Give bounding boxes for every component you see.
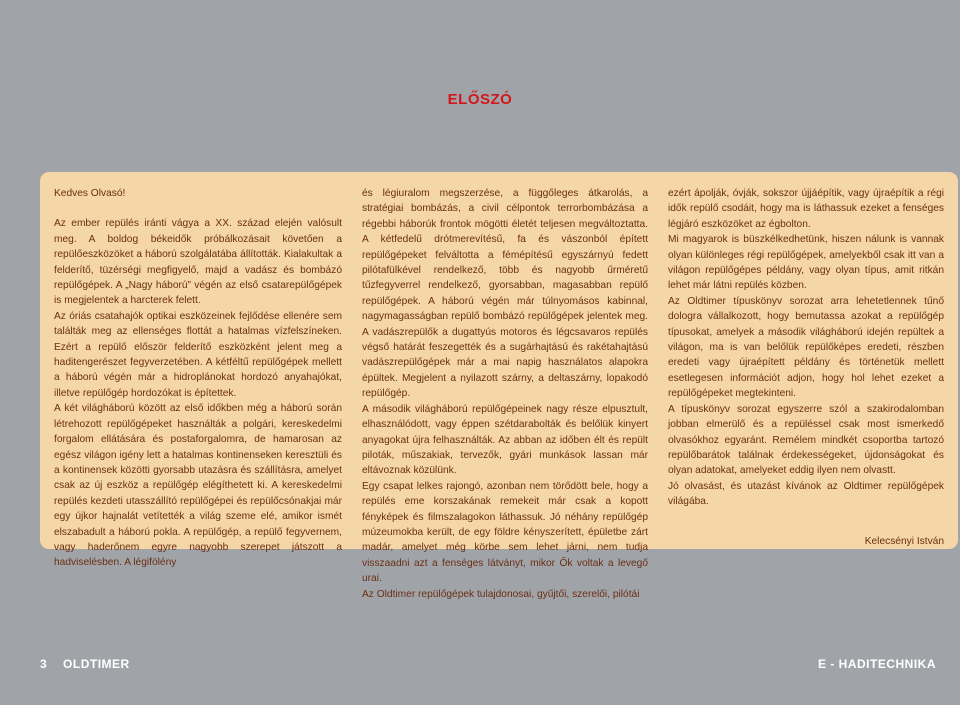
author-signature: Kelecsényi István	[864, 535, 944, 547]
page-number: 3	[40, 657, 48, 671]
paragraph: Egy csapat lelkes rajongó, azonban nem törődött bele, hogy a repülés eme korszakának remekeit már csak a kopott fényképek és filmszalagokon láthassuk. Jó néhány repülőgép múzeumokba került, de egy földre kényszerített, épületbe zárt madár, amelyet még körbe sem lehet járni, nem tudja visszaadni azt a fenséges látványt, mikor Ők voltak a levegő urai.	[362, 480, 648, 585]
paragraph: és légiuralom megszerzése, a függőleges átkarolás, a stratégiai bombázás, a civil célpontok terrorbombázása a régebbi háborúk frontok mögötti életét teljesen megváltoztatta. A kétfedelű drótmerevítésű, fa és vászonból épített repülőgépeket felváltotta a fémépítésű egyszárnyú fedett pilótafülkével rendelkező, több és nagyobb űrméretű tűzfegyverrel rendelkező, gyorsabban, magasabban repülő repülőgépek. A háború végén már túlnyomásos kabinnal, nagymagasságban repülő bombázó repülőgépek jelentek meg. A vadászrepülők a dugattyús motoros és légcsavaros repülés végső határát feszegették és a sugárhajtású és rakétahajtású vadászrepülőgépek már a mai napig használatos alapokra épültek. Megjelent a nyilazott szárny, a deltaszárny, lopakodó repülőgép.	[362, 188, 648, 400]
footer-publisher: E - HADITECHNIKA	[818, 657, 936, 671]
paragraph: A második világháború repülőgépeinek nagy része elpusztult, elhasználódott, vagy éppen szétdarabolták és belőlük kinyert anyagokat újra felhasználták. Az abban az időben élt és repült piloták, műszakiak, tervezők, gyári munkások lassan már eltávoznak közülünk.	[362, 403, 648, 477]
paragraph: A két világháború között az első időkben még a háború során létrehozott repülőgépeket használták a polgári, kereskedelmi forgalom ellátására és postaforgalomra, de hamarosan az egész világon igény lett a hatalmas kontinenseken keresztüli és a kontinensek közötti gyorsabb utazásra és szállításra, amelyet csak az új eszköz a repülőgép elégíthetett ki. A kereskedelmi repülés kezdeti utasszállító repülőgépei és repülőcsónakjai már egy újkor hajnalát vetítették a világ szeme elé, amikor ismét elszabadult a háború pokla. A repülőgép, a repülő fegyvernem, vagy haderőnem egyre nagyobb szerepet játszott a hadviselésben. A légifölény	[54, 403, 342, 569]
page-title: ELŐSZÓ	[447, 91, 513, 108]
paragraph: Az ember repülés iránti vágya a XX. század elején valósult meg. A boldog békeidők próbálkozásait követően a repülőeszközöket a háború szolgálatába állították. Kialakultak a felderítő, tüzérségi megfigyelő, majd a vadász és bombázó repülőgépek. A „Nagy háború” végén az első csatarepülőgépek is megjelentek a harcterek felett.	[54, 218, 342, 307]
paragraph: Az Oldtimer repülőgépek tulajdonosai, gyűjtői, szerelői, pilótái	[362, 588, 640, 600]
closing-line: Jó olvasást, és utazást kívánok az Oldtimer repülőgépek világába.	[668, 480, 944, 508]
salutation: Kedves Olvasó!	[54, 188, 126, 199]
foreword-panel	[40, 172, 958, 600]
paragraph: ezért ápolják, óvják, sokszor újjáépítik, vagy újraépítik a régi idők repülő csodáit, hogy ma is láthassuk ezeket a fenséges légjáró eszközöket az égbolton.	[668, 188, 944, 230]
text-column-3	[668, 186, 944, 549]
paragraph: Az óriás csatahajók optikai eszközeinek fejlődése ellenére sem találták meg az ellenséges flottát a hatalmas vízfelszíneken. Ezért a repülő először felderítő eszközként jelent meg a haditengerészet fegyverzetében. A kétféltű repülőgépek mellett a háború végén már a hidroplánokat hordozó anyahajókat, illetve repülőgép hordozókat is építettek.	[54, 310, 342, 399]
magazine-name: OLDTIMER	[63, 657, 130, 671]
text-column-2	[362, 186, 648, 602]
paragraph: Az Oldtimer típuskönyv sorozat arra lehetetlennek tűnő dologra vállalkozott, hogy bemutassa azokat a repülőgép típusokat, amelyek a második világháború idején repültek a világon, ma is van belőlük repülőképes eredeti, részben eredeti vagy újraépített példány és történetük mellett esetlegesen információt adjon, hogy hol lehet ezeket a repülőgépeket megtekinteni.	[668, 295, 944, 400]
paragraph: Mi magyarok is büszkélkedhetünk, hiszen nálunk is vannak olyan különleges régi repülőgépek, amelyekből csak itt van a világon repülőgépes példány, vagy olyan típus, amit ritkán lehet már látni repülés közben.	[668, 234, 944, 292]
text-column-1	[54, 186, 342, 571]
paragraph: A típuskönyv sorozat egyszerre szól a szakirodalomban jobban elmerülő és a repüléssel csak most ismerkedő olvasókhoz egyaránt. Remélem mindkét csoportba tartozó repülőbarátok találnak érdekességeket, újdonságokat és olyan adatokat, amelyeket eddig ilyen nem olvastt.	[668, 403, 944, 477]
footer-left	[40, 657, 130, 671]
